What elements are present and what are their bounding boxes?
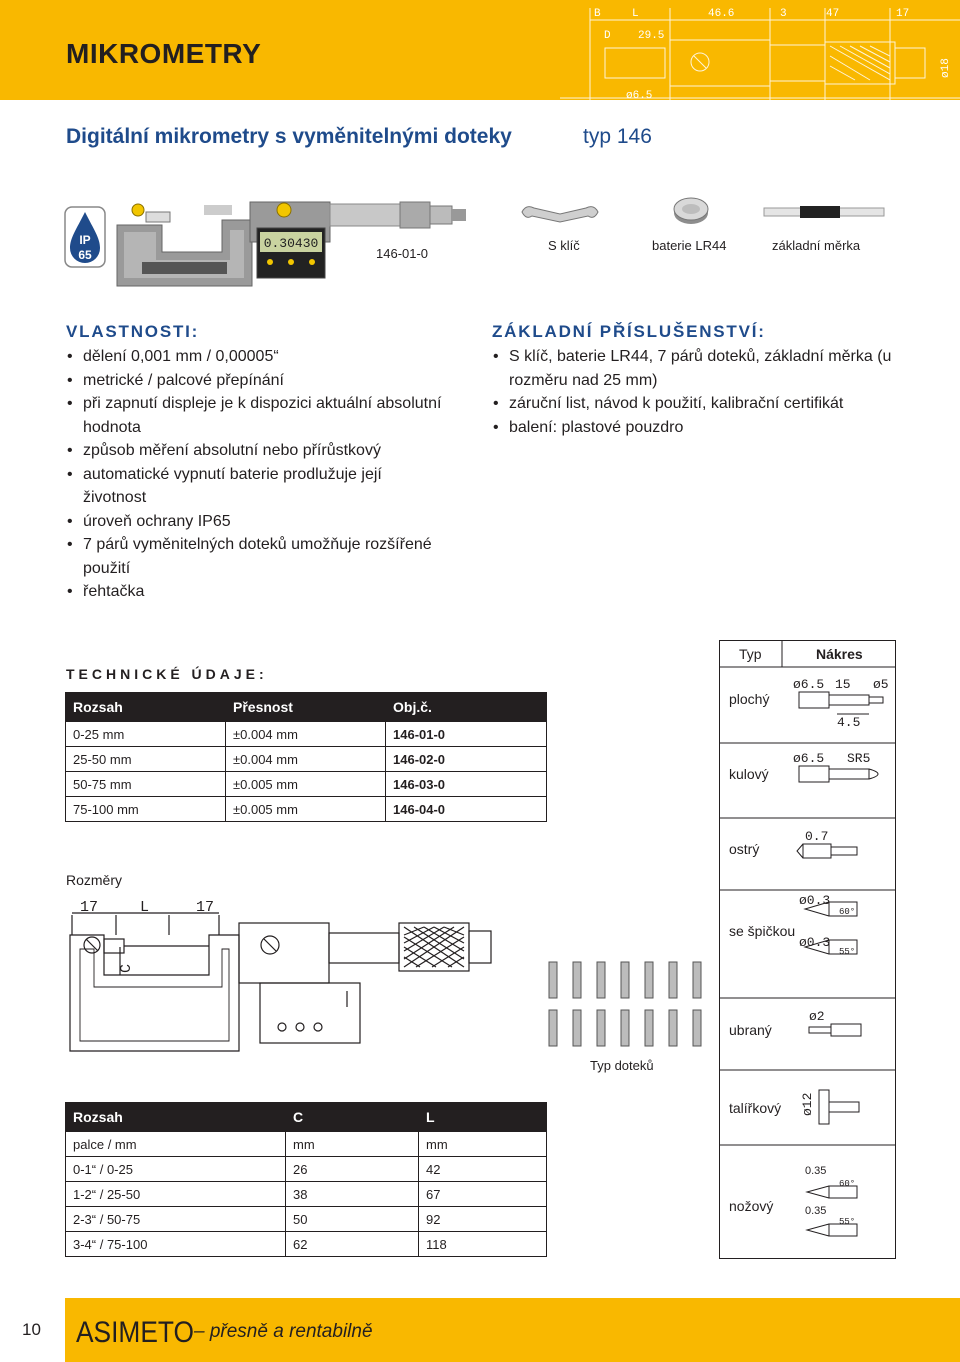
- tech-table: [65, 692, 547, 822]
- dim-cell: 118: [419, 1232, 547, 1257]
- display-reading: 0.30430: [263, 236, 319, 251]
- table-row: [66, 747, 547, 772]
- tech-cell: ±0.004 mm: [226, 722, 386, 747]
- tip-flat-d5: ø5: [873, 677, 889, 692]
- tip-pointed-60deg: 60°: [839, 907, 856, 917]
- tech-cell: 25-50 mm: [66, 747, 226, 772]
- tip-name-disc: talířkový: [729, 1100, 782, 1116]
- ip-badge-line1: IP: [79, 233, 91, 247]
- accessory-item: • balení: plastové pouzdro: [492, 416, 892, 440]
- tip-reduced-d2: ø2: [809, 1009, 825, 1024]
- dim-col-c: C: [286, 1103, 419, 1132]
- feature-item: • řehtačka: [66, 580, 446, 604]
- dimensions-drawing: [64, 895, 504, 1057]
- setting-rod-icon: [762, 202, 886, 222]
- accessories-list: [492, 345, 892, 439]
- feature-item: • úroveň ochrany IP65: [66, 510, 446, 534]
- dimensions-caption: Rozměry: [66, 872, 123, 888]
- tech-cell: 146-03-0: [386, 772, 547, 797]
- tip-types-table: [719, 640, 897, 1260]
- tip-col-drawing: Nákres: [816, 646, 863, 662]
- header-dim-3: 3: [780, 8, 787, 20]
- tip-sharp-07: 0.7: [805, 829, 829, 844]
- dim-cell: mm: [286, 1132, 419, 1157]
- micrometer-photo: [112, 190, 472, 290]
- tip-blade-035-b: 0.35: [805, 1205, 827, 1217]
- features-heading: VLASTNOSTI:: [66, 322, 200, 341]
- dim-cell: 42: [419, 1157, 547, 1182]
- header-dim-46: 46.6: [708, 8, 735, 20]
- feature-item: • metrické / palcové přepínání: [66, 369, 446, 393]
- dim-cell: 67: [419, 1182, 547, 1207]
- product-type: typ 146: [583, 125, 652, 148]
- tip-types-caption: Typ doteků: [590, 1058, 654, 1073]
- table-row: [66, 797, 547, 822]
- battery-icon: [672, 196, 710, 226]
- tech-cell: ±0.005 mm: [226, 772, 386, 797]
- product-subtitle: Digitální mikrometry s vyměnitelnými doteky: [66, 125, 512, 148]
- dim-label-17-right: 17: [196, 899, 215, 916]
- tip-name-blade: nožový: [729, 1198, 774, 1214]
- tip-name-pointed: se špičkou: [729, 923, 796, 939]
- tech-col-range: Rozsah: [66, 693, 226, 722]
- accessory-caption-s-wrench: S klíč: [548, 238, 580, 253]
- tech-cell: 0-25 mm: [66, 722, 226, 747]
- tip-pointed-55deg: 55°: [839, 947, 856, 957]
- dim-col-range: Rozsah: [66, 1103, 286, 1132]
- accessory-caption-setting-rod: základní měrka: [772, 238, 861, 253]
- dim-cell: 92: [419, 1207, 547, 1232]
- dim-label-c: C: [118, 963, 135, 973]
- tip-blade-55deg: 55°: [839, 1217, 856, 1227]
- dim-cell: 1-2“ / 25-50: [66, 1182, 286, 1207]
- page-number: 10: [22, 1320, 41, 1339]
- dim-col-l: L: [419, 1103, 547, 1132]
- tip-name-sharp: ostrý: [729, 841, 760, 857]
- feature-item: • při zapnutí displeje je k dispozici aktuální absolutní hodnota: [66, 392, 446, 439]
- feature-item: • způsob měření absolutní nebo přírůstkový: [66, 439, 446, 463]
- dim-cell: palce / mm: [66, 1132, 286, 1157]
- header-technical-drawing: [560, 0, 960, 100]
- dim-cell: 3-4“ / 75-100: [66, 1232, 286, 1257]
- dim-cell: 62: [286, 1232, 419, 1257]
- tech-col-accuracy: Přesnost: [226, 693, 386, 722]
- tip-disc-d12: ø12: [800, 1092, 815, 1116]
- tech-cell: 146-02-0: [386, 747, 547, 772]
- header-dim-17: 17: [896, 8, 910, 20]
- dim-label-l: L: [140, 899, 150, 916]
- accessory-caption-battery: baterie LR44: [652, 238, 727, 253]
- slogan: – přesně a rentabilně: [194, 1321, 373, 1342]
- tip-name-flat: plochý: [729, 691, 770, 707]
- header-dim-47: 47: [826, 8, 840, 20]
- header-dim-29: 29.5: [638, 30, 665, 42]
- tech-cell: ±0.005 mm: [226, 797, 386, 822]
- tip-flat-45: 4.5: [837, 715, 861, 730]
- dim-cell: mm: [419, 1132, 547, 1157]
- header-dim-b: B: [594, 8, 601, 20]
- brand-name: ASIMETO: [76, 1316, 194, 1349]
- table-row: [66, 1132, 547, 1157]
- dim-cell: 26: [286, 1157, 419, 1182]
- dim-cell: 38: [286, 1182, 419, 1207]
- tip-name-reduced: ubraný: [729, 1022, 772, 1038]
- dim-cell: 50: [286, 1207, 419, 1232]
- ip-badge-line2: 65: [78, 248, 92, 262]
- dim-cell: 0-1“ / 0-25: [66, 1157, 286, 1182]
- page-title: MIKROMETRY: [66, 38, 262, 69]
- header-dim-d: D: [604, 30, 611, 42]
- tip-name-ball: kulový: [729, 766, 769, 782]
- tech-cell: 75-100 mm: [66, 797, 226, 822]
- tip-ball-sr5: SR5: [847, 751, 871, 766]
- dim-cell: 2-3“ / 50-75: [66, 1207, 286, 1232]
- tech-col-order: Obj.č.: [386, 693, 547, 722]
- table-row: [66, 1207, 547, 1232]
- tech-cell: 50-75 mm: [66, 772, 226, 797]
- tip-col-type: Typ: [739, 646, 762, 662]
- dimensions-table: [65, 1102, 547, 1257]
- tech-cell: 146-01-0: [386, 722, 547, 747]
- asimeto-logo: [76, 1308, 206, 1350]
- tech-cell: ±0.004 mm: [226, 747, 386, 772]
- micrometer-caption: 146-01-0: [376, 246, 429, 261]
- tip-ball-d65: ø6.5: [793, 751, 825, 766]
- feature-item: • dělení 0,001 mm / 0,00005“: [66, 345, 446, 369]
- dim-label-17-left: 17: [80, 899, 99, 916]
- s-wrench-icon: [520, 204, 600, 230]
- tip-pointed-d03-b: ø0.3: [799, 935, 831, 950]
- tip-pointed-d03-a: ø0.3: [799, 893, 831, 908]
- tech-heading: TECHNICKÉ ÚDAJE:: [66, 666, 268, 682]
- header-dim-l: L: [632, 8, 639, 20]
- table-row: [66, 772, 547, 797]
- accessory-item: • záruční list, návod k použití, kalibrační certifikát: [492, 392, 892, 416]
- table-row: [66, 1182, 547, 1207]
- header-dim-d65: ø6.5: [626, 90, 653, 100]
- feature-item: • 7 párů vyměnitelných doteků umožňuje rozšířené použití: [66, 533, 446, 580]
- table-row: [66, 1157, 547, 1182]
- accessories-heading: ZÁKLADNÍ PŘÍSLUŠENSTVÍ:: [492, 322, 766, 341]
- accessory-item: • S klíč, baterie LR44, 7 párů doteků, základní měrka (u rozměru nad 25 mm): [492, 345, 892, 392]
- features-list: [66, 345, 446, 604]
- tip-flat-d65: ø6.5: [793, 677, 825, 692]
- table-row: [66, 1232, 547, 1257]
- tip-blade-60deg: 60°: [839, 1179, 856, 1189]
- header-dim-d18: ø18: [940, 58, 952, 78]
- tip-blade-035-a: 0.35: [805, 1165, 827, 1177]
- feature-item: • automatické vypnutí baterie prodlužuje její životnost: [66, 463, 446, 510]
- ip65-badge-icon: [64, 206, 106, 268]
- tip-photos: [545, 958, 710, 1053]
- tip-flat-15: 15: [835, 677, 851, 692]
- table-row: [66, 722, 547, 747]
- tech-cell: 146-04-0: [386, 797, 547, 822]
